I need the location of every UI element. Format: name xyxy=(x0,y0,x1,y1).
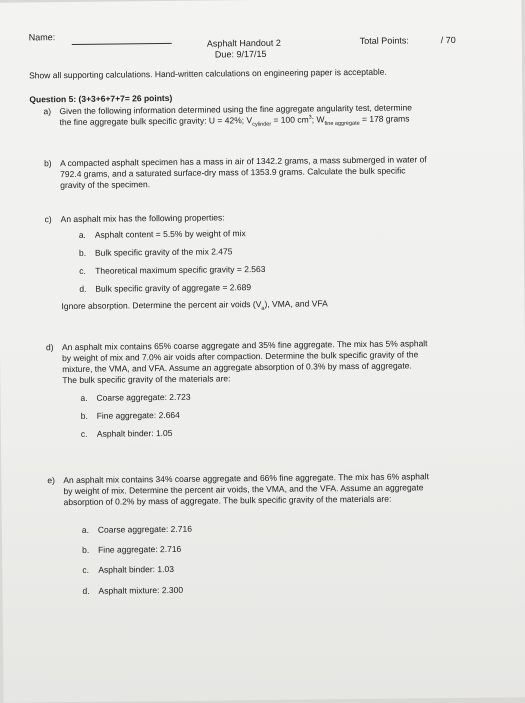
w-subscript: fine aggregate xyxy=(324,120,360,128)
part-e-line3: absorption of 0.2% by mass of aggregate. The bulk specific gravity of the materials are: xyxy=(63,493,392,508)
part-b-label: b) xyxy=(43,158,52,169)
handout-title: Asphalt Handout 2 xyxy=(206,37,281,49)
total-points-label: Total Points: xyxy=(359,35,409,46)
total-points-value: / 70 xyxy=(440,34,456,46)
part-a-line2 xyxy=(60,113,410,129)
list-item: b. Bulk specific gravity of the mix 2.475 xyxy=(78,246,233,258)
part-c-outro: Ignore absorption. Determine the percent air voids $(V_a)$, VMA, and VFA xyxy=(61,298,328,312)
part-e-label: e) xyxy=(47,475,55,486)
part-a-label: a) xyxy=(43,106,52,117)
list-item: a. Coarse aggregate: 2.716 xyxy=(81,523,192,535)
list-item: d. Asphalt mixture: 2.300 xyxy=(82,584,184,596)
part-a-line1: Given the following information determined using the fine aggregate angularity test, determine xyxy=(59,102,413,117)
part-d-label: d) xyxy=(45,342,54,353)
list-item: b. Fine aggregate: 2.664 xyxy=(80,409,180,421)
due-date: Due: 9/17/15 xyxy=(214,48,267,60)
instructions-text: Show all supporting calculations. Hand-written calculations on engineering paper is acceptable. xyxy=(29,66,387,81)
w-prefix: ; W xyxy=(311,114,325,125)
part-b-line1: A compacted asphalt specimen has a mass in air of 1342.2 grams, a mass submerged in water of xyxy=(59,154,427,169)
part-d-line4: The bulk specific gravity of the materials are: xyxy=(62,373,231,386)
list-item: c. Asphalt binder: 1.03 xyxy=(82,563,174,575)
list-item: a. Coarse aggregate: 2.723 xyxy=(80,391,191,403)
list-item: a. Asphalt content = 5.5% by weight of mix xyxy=(78,228,246,240)
part-b-line3: gravity of the specimen. xyxy=(60,179,151,191)
list-item: d. Bulk specific gravity of aggregate = 2.689 xyxy=(79,282,252,294)
v-subscript: cylinder xyxy=(252,121,272,128)
part-b-line2: 792.4 grams, and a saturated surface-dry mass of 1353.9 grams. Calculate the bulk specific xyxy=(60,165,406,180)
list-item: b. Fine aggregate: 2.716 xyxy=(82,543,182,555)
name-blank-line xyxy=(72,43,172,45)
v-value: = 100 cm xyxy=(271,114,309,125)
part-e-line1: An asphalt mix contains 34% coarse aggregate and 66% fine aggregate. The mix has 6% asphalt xyxy=(63,471,429,486)
part-d-line2: by weight of mix and 7.0% air voids after compaction. Determine the bulk specific gravity of the xyxy=(62,349,419,364)
part-a-given-prefix: the fine aggregate bulk specific gravity: U = 42%; V xyxy=(59,115,253,128)
part-c-intro: An asphalt mix has the following properties: xyxy=(60,212,225,225)
cube-superscript: 3 xyxy=(308,114,312,121)
list-item: c. Asphalt binder: 1.05 xyxy=(80,427,173,439)
name-label: Name: xyxy=(28,32,56,43)
list-item: c. Theoretical maximum specific gravity = 2.563 xyxy=(79,263,266,276)
part-d-line3: mixture, the VMA, and VFA. Assume an aggregate absorption of 0.3% by mass of aggregate. xyxy=(62,360,412,375)
question5-heading: Question 5: (3+3+6+7+7= 26 points) xyxy=(29,92,173,105)
part-d-line1: An asphalt mix contains 65% coarse aggregate and 35% fine aggregate. The mix has 5% asphalt xyxy=(61,338,428,353)
part-e-line2: by weight of mix. Determine the percent air voids, the VMA, and the VFA. Assume an aggregate xyxy=(63,482,424,497)
w-value: = 178 grams xyxy=(359,113,410,124)
part-c-label: c) xyxy=(44,214,52,225)
